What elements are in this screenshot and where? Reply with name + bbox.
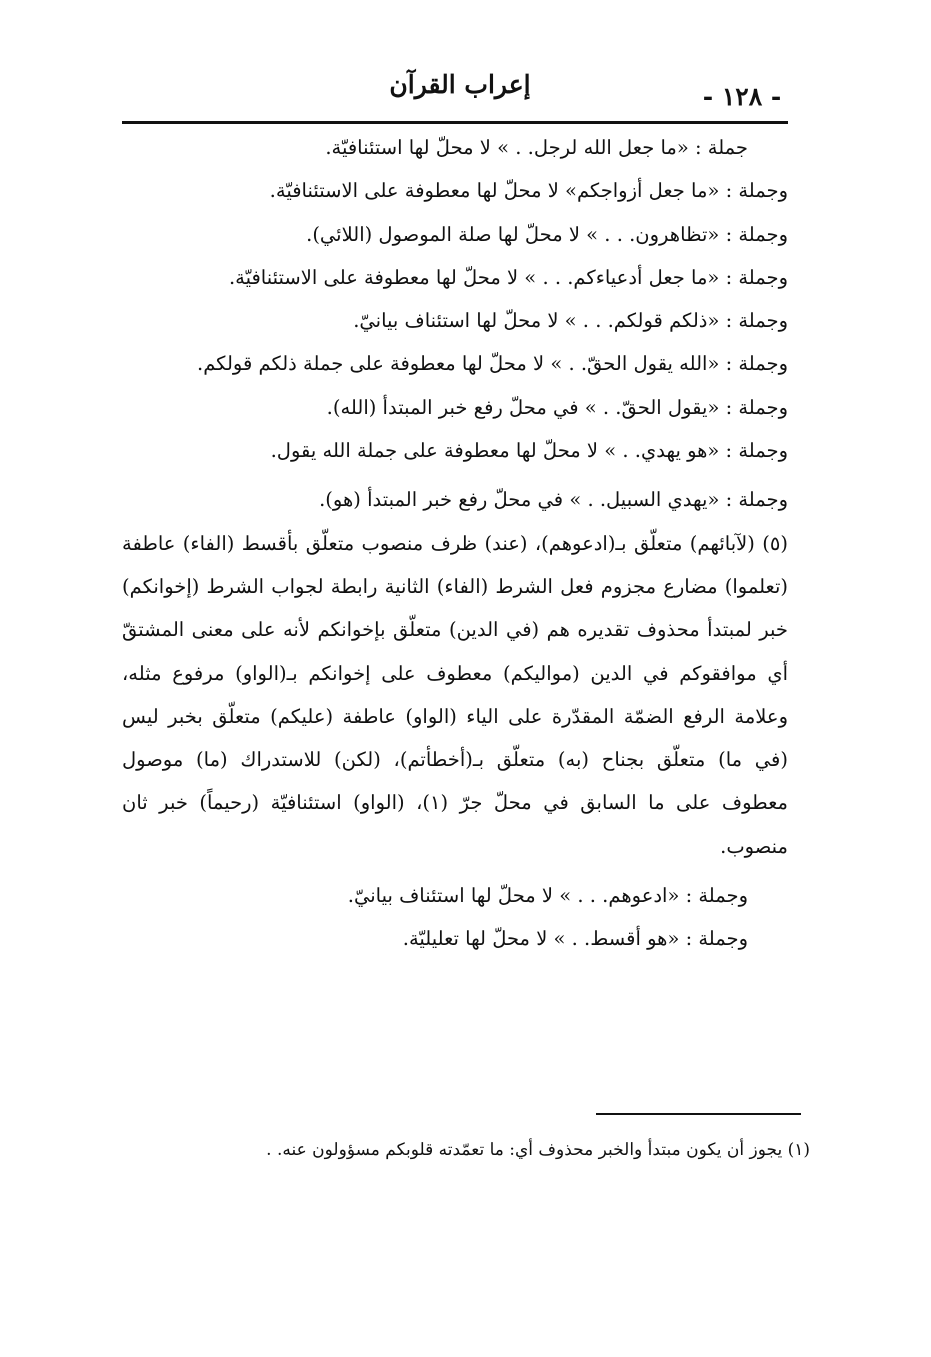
sentence-line: وجملة : «هو أقسط. . » لا محلّ لها تعليليّة. — [402, 927, 748, 951]
sentence-line: جملة : «ما جعل الله لرجل. . » لا محلّ لها استئنافيّة. — [325, 136, 748, 159]
sentence-line: وجملة : «الله يقول الحقّ. . » لا محلّ لها معطوفة على جملة ذلكم قولكم. — [197, 352, 788, 376]
sentence-line: وجملة : «هو يهدي. . » لا محلّ لها معطوفة على جملة الله يقول. — [270, 439, 788, 463]
sentence-line: وجملة : «يهدي السبيل. . » في محلّ رفع خبر المبتدأ (هو). — [319, 488, 788, 512]
page-title: إعراب القرآن — [389, 70, 531, 99]
footnote-rule — [596, 1113, 801, 1115]
sentence-line: وجملة : «يقول الحقّ. . » في محلّ رفع خبر المبتدأ (الله). — [326, 395, 788, 419]
sentence-line: وجملة : «تظاهرون. . . » لا محلّ لها صلة الموصول (اللائي). — [306, 222, 788, 246]
page-body — [122, 126, 788, 961]
footnote: (١) يجوز أن يكون مبتدأ والخبر محذوف أي: ما تعمّدته قلوبكم مسؤولون عنه. . — [266, 1140, 810, 1160]
header-rule — [122, 121, 788, 124]
sentence-line: وجملة : «ادعوهم. . . » لا محلّ لها استئناف بيانيّ. — [347, 884, 748, 908]
page-number: - ١٢٨ - — [702, 82, 782, 111]
analysis-paragraph: (٥) (لآبائهم) متعلّق بـ(ادعوهم)، (عند) ظرف منصوب متعلّق بأقسط (الفاء) عاطفة (تعلموا) مضارع مجزوم فعل الشرط (الفاء) الثانية رابطة لجواب الشرط (إخوانكم) خبر لمبتدأ محذوف تقديره هم (في الدين) متعلّق بإخوانكم لأنه على معنى المشتقّ أي موافقوكم في الدين (مواليكم) معطوف على إخوانكم بـ(الواو) مرفوع مثله، وعلامة الرفع الضمّة المقدّرة على الياء (الواو) عاطفة (عليكم) متعلّق بخبر ليس (في ما) متعلّق بجناح (به) متعلّق بـ(أخطأتم)، (لكن) للاستدراك (ما) موصول معطوف على ما السابق في محلّ جرّ (١)، (الواو) استئنافيّة (رحيماً) خبر ثان منصوب. — [122, 531, 788, 858]
sentence-line: وجملة : «ذلكم قولكم. . . » لا محلّ لها استئناف بيانيّ. — [353, 309, 788, 333]
sentence-line: وجملة : «ما جعل أدعياءكم. . . » لا محلّ لها معطوفة على الاستئنافيّة. — [228, 265, 788, 289]
sentence-line: وجملة : «ما جعل أزواجكم» لا محلّ لها معطوفة على الاستئنافيّة. — [269, 179, 788, 203]
